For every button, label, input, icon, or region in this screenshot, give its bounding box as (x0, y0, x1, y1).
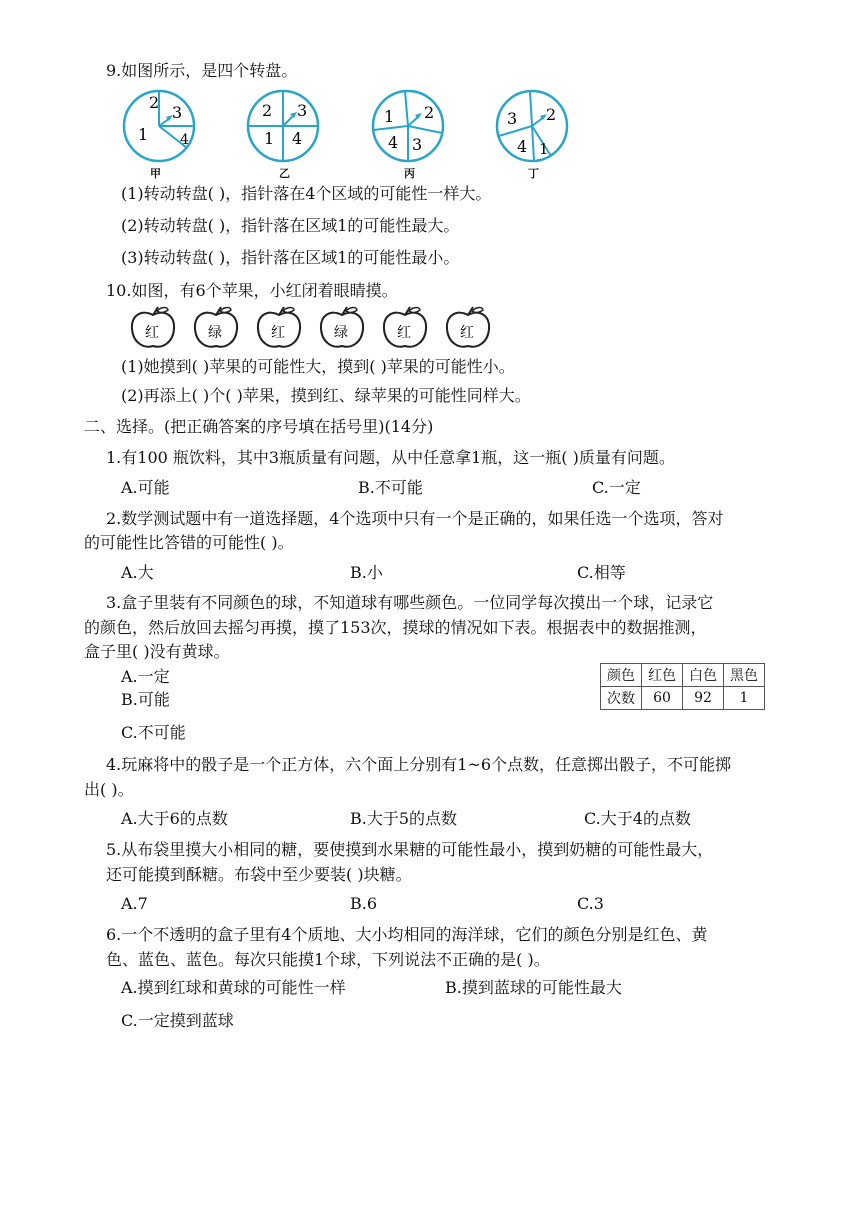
apple-6-color: 红 (460, 325, 474, 341)
s2-q5-stem-line1: 5.从布袋里摸大小相同的糖，要使摸到水果糖的可能性最小，摸到奶糖的可能性最大， (106, 840, 714, 859)
apple-5-color: 红 (397, 325, 411, 341)
spinner-jia (121, 88, 197, 164)
s2-q4-option-a: A.大于6的点数 (121, 809, 228, 828)
s2-q6-stem-line1: 6.一个不透明的盒子里有4个质地、大小均相同的海洋球，它们的颜色分别是红色、黄 (106, 925, 708, 944)
spinner-yi-label-2: 2 (262, 101, 273, 120)
spinner-ding (494, 88, 570, 164)
s2-q6-stem-line2: 色、蓝色、蓝色。每次只能摸1个球，下列说法不正确的是( )。 (106, 950, 550, 969)
table-cell: 92 (683, 687, 724, 710)
apple-5 (380, 305, 430, 351)
table-cell: 黑色 (724, 664, 765, 687)
s2-q5-option-c: C.3 (577, 894, 604, 913)
table-cell: 1 (724, 687, 765, 710)
s2-q3-stem-line2: 的颜色，然后放回去摇匀再摸，摸了153次，摸球的情况如下表。根据表中的数据推测， (84, 618, 707, 637)
spinner-jia-label-2: 2 (149, 93, 160, 112)
spinner-ding-caption: 丁 (528, 167, 539, 180)
table-header-row (601, 664, 765, 687)
apple-3-color: 红 (271, 325, 285, 341)
spinner-bing-label-2: 2 (424, 103, 435, 122)
spinner-bing-label-1: 1 (384, 107, 395, 126)
spinner-yi-label-3: 3 (297, 101, 308, 120)
spinner-jia-label-4: 4 (180, 132, 189, 148)
s2-q2-stem-line2: 的可能性比答错的可能性( )。 (84, 533, 294, 552)
q9-title: 9.如图所示，是四个转盘。 (106, 61, 298, 80)
section2-heading: 二、选择。(把正确答案的序号填在括号里)(14分) (84, 417, 434, 436)
table-row (601, 687, 765, 710)
spinner-yi-label-1: 1 (264, 129, 275, 148)
s2-q1-option-c: C.一定 (592, 478, 641, 497)
table-cell: 60 (642, 687, 683, 710)
apple-6 (443, 305, 493, 351)
spinner-ding-label-4: 4 (517, 137, 528, 156)
spinner-yi-label-4: 4 (292, 129, 303, 148)
spinner-yi (245, 88, 321, 164)
s2-q1-option-a: A.可能 (121, 478, 170, 497)
apple-3 (254, 305, 304, 351)
s2-q4-stem-line2: 出( )。 (84, 780, 134, 799)
ball-count-table (600, 663, 765, 710)
s2-q5-option-a: A.7 (121, 894, 148, 913)
spinner-jia-caption: 甲 (150, 167, 161, 180)
apple-2-color: 绿 (208, 325, 222, 341)
table-cell: 红色 (642, 664, 683, 687)
s2-q5-option-b: B.6 (350, 894, 378, 913)
s2-q6-option-a: A.摸到红球和黄球的可能性一样 (121, 978, 346, 997)
spinner-ding-label-2: 2 (546, 105, 557, 124)
s2-q2-option-c: C.相等 (577, 563, 626, 582)
q9-sub3: (3)转动转盘( )，指针落在区域1的可能性最小。 (121, 248, 460, 267)
apple-4-color: 绿 (334, 325, 348, 341)
s2-q1-option-b: B.不可能 (358, 478, 423, 497)
apple-4 (317, 305, 367, 351)
spinner-ding-label-1: 1 (539, 140, 549, 158)
s2-q4-stem-line1: 4.玩麻将中的骰子是一个正方体，六个面上分别有1~6个点数，任意掷出骰子，不可能掷 (106, 755, 732, 774)
apple-1 (128, 305, 178, 351)
s2-q3-stem-line3: 盒子里( )没有黄球。 (84, 642, 230, 661)
s2-q4-option-b: B.大于5的点数 (350, 809, 458, 828)
q10-title: 10.如图，有6个苹果，小红闭着眼睛摸。 (106, 281, 398, 300)
spinner-bing-caption: 丙 (404, 167, 415, 180)
table-cell: 次数 (601, 687, 642, 710)
s2-q4-option-c: C.大于4的点数 (584, 809, 691, 828)
q10-sub1: (1)她摸到( )苹果的可能性大，摸到( )苹果的可能性小。 (121, 357, 515, 376)
s2-q3-option-c: C.不可能 (121, 723, 186, 742)
s2-q2-option-b: B.小 (350, 563, 383, 582)
spinner-ding-label-3: 3 (507, 109, 518, 128)
s2-q1-stem: 1.有100 瓶饮料，其中3瓶质量有问题，从中任意拿1瓶，这一瓶( )质量有问题。 (106, 448, 675, 467)
s2-q6-option-c: C.一定摸到蓝球 (121, 1011, 234, 1030)
table-cell: 颜色 (601, 664, 642, 687)
s2-q2-option-a: A.大 (121, 563, 154, 582)
s2-q5-stem-line2: 还可能摸到酥糖。布袋中至少要装( )块糖。 (106, 865, 412, 884)
s2-q2-stem-line1: 2.数学测试题中有一道选择题，4个选项中只有一个是正确的，如果任选一个选项，答对 (106, 509, 724, 528)
table-cell: 白色 (683, 664, 724, 687)
spinner-bing-label-4: 4 (388, 133, 399, 152)
spinner-yi-caption: 乙 (279, 167, 290, 180)
spinner-bing-label-3: 3 (412, 135, 423, 154)
spinner-jia-label-1: 1 (138, 125, 149, 144)
s2-q6-option-b: B.摸到蓝球的可能性最大 (445, 978, 622, 997)
s2-q3-option-a: A.一定 (121, 667, 170, 686)
s2-q3-option-b: B.可能 (121, 690, 170, 709)
spinner-bing (370, 88, 446, 164)
q9-sub2: (2)转动转盘( )，指针落在区域1的可能性最大。 (121, 216, 460, 235)
s2-q3-stem-line1: 3.盒子里装有不同颜色的球，不知道球有哪些颜色。一位同学每次摸出一个球，记录它 (106, 593, 714, 612)
q10-sub2: (2)再添上( )个( )苹果，摸到红、绿苹果的可能性同样大。 (121, 386, 531, 405)
apple-2 (191, 305, 241, 351)
spinner-jia-label-3: 3 (172, 103, 183, 122)
q9-sub1: (1)转动转盘( )，指针落在4个区域的可能性一样大。 (121, 184, 492, 203)
apple-1-color: 红 (145, 325, 159, 341)
